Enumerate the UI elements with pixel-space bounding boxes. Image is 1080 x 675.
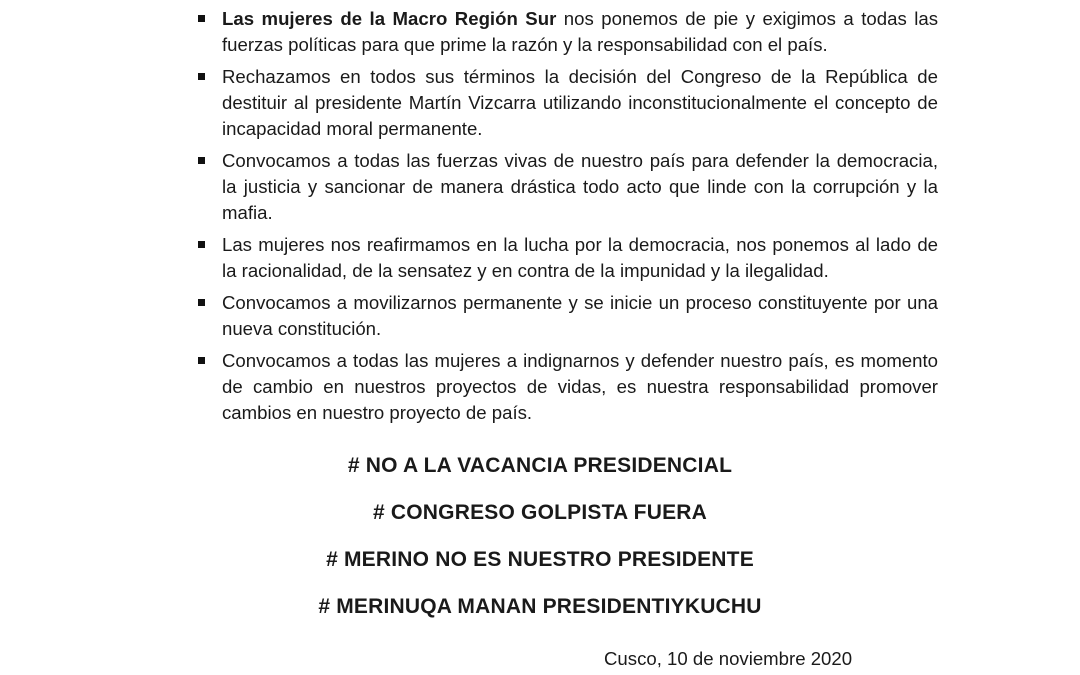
item-text: Convocamos a todas las mujeres a indignarnos y defender nuestro país, es momento de cambio en nuestros proyectos de vidas, es nuestra responsabilidad promover cambios en nuestro proyecto de país. <box>222 350 938 423</box>
slogan-line: # MERINUQA MANAN PRESIDENTIYKUCHU <box>318 595 762 618</box>
square-bullet-icon <box>198 73 205 80</box>
slogans-block <box>0 452 1080 640</box>
demands-list <box>190 6 938 432</box>
place-date-signature: Cusco, 10 de noviembre 2020 <box>604 648 853 669</box>
square-bullet-icon <box>198 241 205 248</box>
item-text: Convocamos a todas las fuerzas vivas de nuestro país para defender la democracia, la justicia y sancionar de manera drástica todo acto que linde con la corrupción y la mafia. <box>222 150 938 223</box>
square-bullet-icon <box>198 299 205 306</box>
item-text: Convocamos a movilizarnos permanente y se inicie un proceso constituyente por una nueva constitución. <box>222 292 938 339</box>
slogan-line: # CONGRESO GOLPISTA FUERA <box>372 501 708 524</box>
square-bullet-icon <box>198 357 205 364</box>
list-item <box>190 6 938 58</box>
item-text: Las mujeres nos reafirmamos en la lucha por la democracia, nos ponemos al lado de la racionalidad, de la sensatez y en contra de la impunidad y la ilegalidad. <box>222 234 938 281</box>
item-text: nos ponemos de pie y exigimos a todas las fuerzas políticas para que prime la razón y la responsabilidad con el país. <box>222 8 939 55</box>
slogan-line: # MERINO NO ES NUESTRO PRESIDENTE <box>326 548 754 571</box>
slogan-line: # NO A LA VACANCIA PRESIDENCIAL <box>347 454 733 477</box>
list-item <box>190 232 938 284</box>
square-bullet-icon <box>198 157 205 164</box>
list-item <box>190 64 938 142</box>
square-bullet-icon <box>198 15 205 22</box>
list-item <box>190 290 938 342</box>
item-text: Rechazamos en todos sus términos la decisión del Congreso de la República de destituir al presidente Martín Vizcarra utilizando inconstitucionalmente el concepto de incapacidad moral permanente. <box>222 66 938 139</box>
list-item <box>190 348 938 426</box>
list-item <box>190 148 938 226</box>
item-bold-lead: Las mujeres de la Macro Región Sur <box>222 8 557 29</box>
